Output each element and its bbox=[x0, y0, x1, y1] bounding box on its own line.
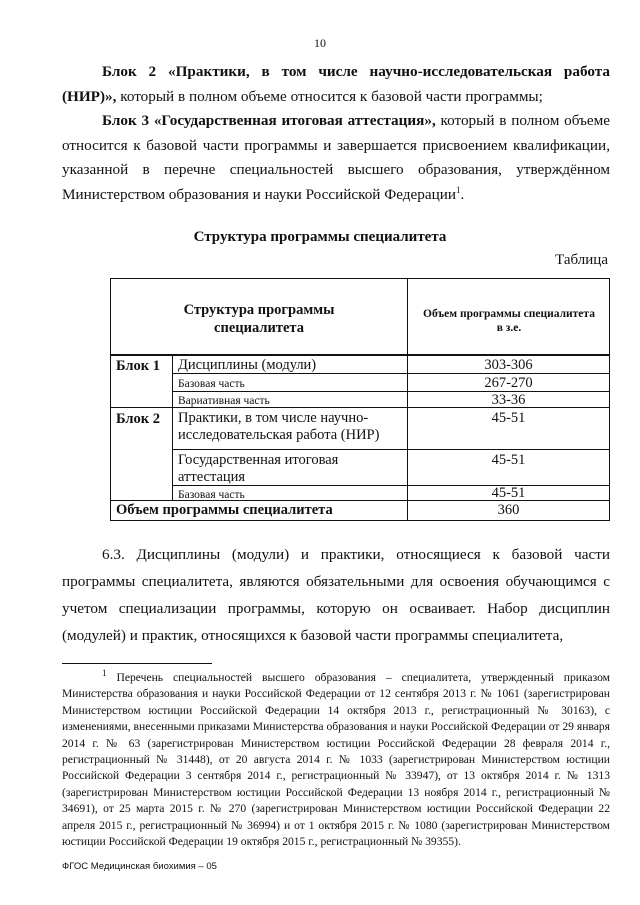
footnote-rule bbox=[62, 663, 212, 664]
row-variative-value: 33-36 bbox=[491, 392, 526, 408]
table-caption: Структура программы специалитета bbox=[193, 229, 447, 245]
row-base2-label: Базовая часть bbox=[178, 489, 245, 501]
footnote bbox=[62, 670, 610, 850]
page-number: 10 bbox=[314, 36, 326, 50]
block1-name: Блок 1 bbox=[116, 358, 161, 374]
paragraph-6-3: 6.3. Дисциплины (модули) и практики, относящиеся к базовой части программы специалитета, являются обязательными для освоения обучающимся с учетом специализации программы, которую он осваивает. Набор дисциплин (модулей) и практик, относящихся к базовой части программы специалитета, bbox=[62, 546, 610, 644]
footnote-reference[interactable]: 1 bbox=[455, 184, 461, 195]
total-label: Объем программы специалитета bbox=[116, 502, 333, 518]
block3-text: который в полном объеме относится к базовой части программы и завершается присвоением квалификации, указанной в перечне специальностей высшего образования, утверждённом Министерством образования и науки Российской Федерации bbox=[62, 112, 610, 203]
block3-paragraph bbox=[62, 109, 610, 207]
row-practice-value: 45-51 bbox=[491, 410, 526, 426]
header-divider bbox=[111, 354, 609, 356]
row-disciplines-value: 303-306 bbox=[484, 357, 533, 373]
header-volume: Объем программы специалитета в з.е. bbox=[423, 308, 595, 334]
row-variative-label: Вариативная часть bbox=[178, 395, 270, 407]
footer-label: ФГОС Медицинская биохимия – 05 bbox=[62, 861, 217, 872]
structure-table bbox=[110, 278, 610, 521]
block2-name: Блок 2 bbox=[116, 411, 161, 427]
col-divider-blocks bbox=[172, 356, 173, 500]
block2-text: который в полном объеме относится к базовой части программы; bbox=[120, 87, 543, 105]
header-structure: Структура программы специалитета bbox=[183, 302, 335, 336]
row-attestation-value: 45-51 bbox=[491, 452, 526, 468]
row-disciplines-label: Дисциплины (модули) bbox=[178, 357, 317, 373]
total-value: 360 bbox=[497, 502, 520, 518]
row-divider-3 bbox=[172, 449, 609, 450]
block2-paragraph bbox=[62, 60, 610, 109]
block2-title: Блок 2 «Практики, в том числе научно-исследовательская работа (НИР)», bbox=[62, 63, 610, 105]
row-practice-label: Практики, в том числе научно-исследовательская работа (НИР) bbox=[178, 410, 380, 443]
row-base2-value: 45-51 bbox=[491, 485, 526, 501]
table-label: Таблица bbox=[555, 252, 608, 268]
block3-end: . bbox=[460, 185, 465, 203]
footnote-mark: 1 bbox=[102, 668, 107, 679]
block3-title: Блок 3 «Государственная итоговая аттестация», bbox=[102, 112, 436, 129]
row-attestation-label: Государственная итоговая аттестация bbox=[178, 452, 339, 485]
footnote-text: Перечень специальностей высшего образования – специалитета, утвержденный приказом Министерства образования и науки Российской Федерации от 12 сентября 2013 г. № 1061 (зарегистрирован Министерством юстиции Российской Федерации 14 октября 2013 г., регистрационный № 30163), с изменениями, внесенными приказами Министерства образования и науки Российской Федерации от 29 января 2014 г. № 63 (зарегистрирован Министерством юстиции Российской Федерации 28 февраля 2014 г., регистрационный № 31448), от 20 августа 2014 г. № 1033 (зарегистрирован Министерством юстиции Российской Федерации 3 сентября 2014 г., регистрационный № 33947), от 13 октября 2014 г. № 1313 (зарегистрирован Министерством юстиции Российской Федерации 13 ноября 2014 г., регистрационный № 34691), от 25 марта 2015 г. № 270 (зарегистрирован Министерством юстиции Российской Федерации 22 апреля 2015 г., регистрационный № 36994) и от 1 октября 2015 г. № 1080 (зарегистрирован Министерством юстиции Российской Федерации 19 октября 2015 г., регистрационный № 39355). bbox=[62, 671, 610, 849]
row-base1-value: 267-270 bbox=[484, 375, 533, 391]
row-base1-label: Базовая часть bbox=[178, 378, 245, 390]
